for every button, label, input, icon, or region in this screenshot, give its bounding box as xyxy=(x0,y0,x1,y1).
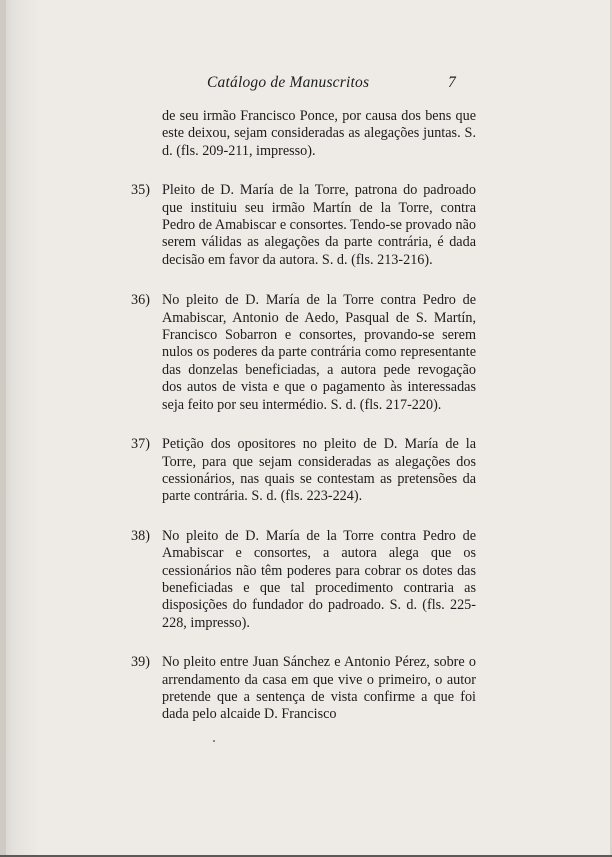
running-title: Catálogo de Manuscritos xyxy=(207,74,370,91)
entry-text: No pleito de D. María de la Torre contra Pedro de Amabiscar, Antonio de Aedo, Pasqual de S. Martín, Francisco Sobarron e consortes, provando-se serem nulos os poderes da parte contrária como representante das donzelas beneficiadas, a autora pede revogação dos autos de vista e que o pagamento às interessadas seja feito por seu intermédio. S. d. (fls. 217-220). xyxy=(162,292,476,413)
catalog-entries xyxy=(131,108,476,724)
entry-continuation xyxy=(131,108,476,160)
entry-text: No pleito entre Juan Sánchez e Antonio Pérez, sobre o arrendamento da casa em que vive o primeiro, o autor pretende que a sentença de vista confirme a que foi dada pelo alcaide D. Francisco xyxy=(162,654,476,723)
entry-text: de seu irmão Francisco Ponce, por causa dos bens que este deixou, sejam consideradas as alegações juntas. S. d. (fls. 209-211, impresso). xyxy=(162,108,476,159)
page-number: 7 xyxy=(448,74,456,91)
entry-text: Petição dos opositores no pleito de D. María de la Torre, para que sejam consideradas as alegações dos cessionários, nas quais se contestam as pretensões da parte contrária. S. d. (fls. 223-224). xyxy=(162,436,476,505)
gutter-shadow xyxy=(0,0,6,857)
catalog-entry-37 xyxy=(131,436,476,506)
ink-speck xyxy=(213,740,215,742)
entry-text: No pleito de D. María de la Torre contra Pedro de Amabiscar e consortes, a autora alega que os cessionários não têm poderes para cobrar os dotes das beneficiadas e que tal procedimento contraria as disposições do fundador do padroado. S. d. (fls. 225-228, impresso). xyxy=(162,527,476,631)
catalog-entry-38 xyxy=(131,528,476,632)
entry-number: 36) xyxy=(131,292,150,309)
catalog-entry-36 xyxy=(131,292,476,414)
entry-text: Pleito de D. María de la Torre, patrona do padroado que instituiu seu irmão Martín de la Torre, contra Pedro de Amabiscar e consortes. Tendo-se provado não serem válidas as alegações da parte contrária, é dada decisão em favor da autora. S. d. (fls. 213-216). xyxy=(162,182,476,268)
entry-number: 37) xyxy=(131,436,150,453)
running-head xyxy=(0,74,612,94)
entry-number: 39) xyxy=(131,654,150,671)
entry-number: 35) xyxy=(131,182,150,199)
catalog-entry-35 xyxy=(131,182,476,269)
catalog-entry-39 xyxy=(131,654,476,724)
entry-number: 38) xyxy=(131,527,150,544)
